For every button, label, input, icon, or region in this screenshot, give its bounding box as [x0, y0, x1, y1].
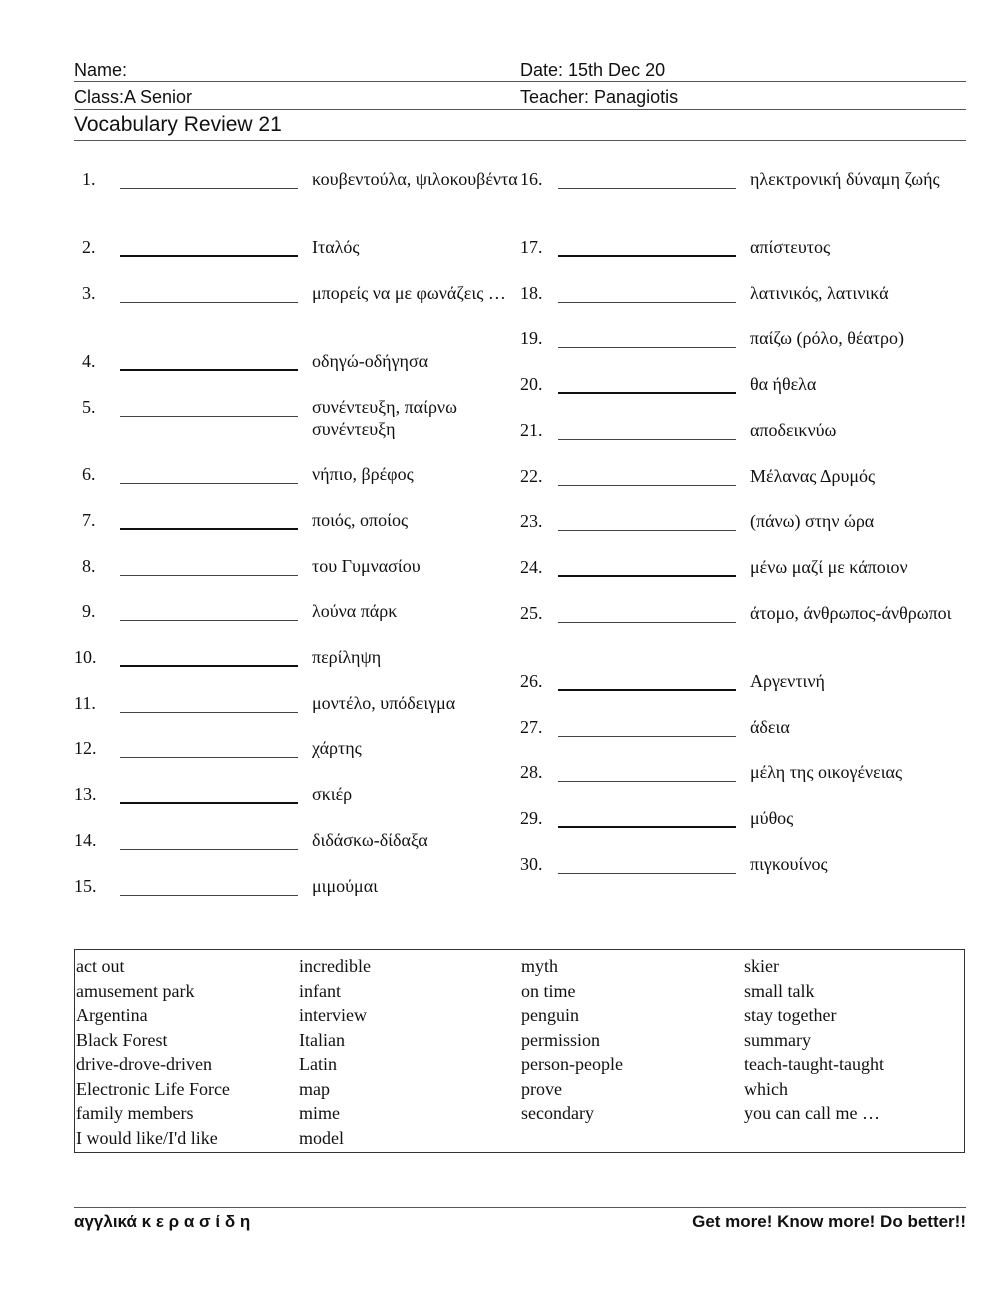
- item-number: 13.: [74, 784, 97, 804]
- answer-blank[interactable]: [558, 392, 736, 394]
- bank-word: act out: [76, 956, 125, 976]
- bank-word: small talk: [744, 980, 815, 1001]
- bank-word: amusement park: [76, 980, 195, 1001]
- item-word: αποδεικνύω: [750, 420, 837, 440]
- item-word: κουβεντούλα, ψιλοκουβέντα: [312, 169, 518, 189]
- word-bank-column-2: [299, 954, 371, 1150]
- item-number: 2.: [82, 237, 96, 257]
- bank-word: mime: [299, 1103, 340, 1123]
- item-number: 11.: [74, 693, 96, 713]
- answer-blank[interactable]: [558, 188, 736, 189]
- item-number: 14.: [74, 830, 97, 850]
- item-number: 25.: [520, 603, 543, 623]
- answer-blank[interactable]: [120, 849, 298, 850]
- answer-blank[interactable]: [120, 188, 298, 189]
- answer-blank[interactable]: [120, 575, 298, 576]
- item-word: ηλεκτρονική δύναμη ζωής: [750, 169, 940, 189]
- bank-word: interview: [299, 1005, 367, 1025]
- bank-word: on time: [521, 980, 576, 1001]
- answer-blank[interactable]: [120, 620, 298, 621]
- item-word: οδηγώ-οδήγησα: [312, 351, 429, 371]
- bank-word: teach-taught-taught: [744, 1054, 884, 1074]
- answer-blank[interactable]: [558, 255, 736, 257]
- bank-word: stay together: [744, 1005, 837, 1025]
- item-number: 18.: [520, 283, 543, 303]
- bank-word: I would like/I'd like: [76, 1127, 218, 1148]
- footer-divider: [74, 1207, 966, 1208]
- answer-blank[interactable]: [558, 439, 736, 440]
- answer-blank[interactable]: [558, 302, 736, 303]
- item-word: μένω μαζί με κάποιον: [750, 557, 908, 577]
- item-word: (πάνω) στην ώρα: [750, 511, 875, 531]
- item-number: 3.: [82, 283, 96, 303]
- item-word: Μέλανας Δρυμός: [750, 466, 876, 486]
- bank-word: person-people: [521, 1054, 623, 1074]
- answer-blank[interactable]: [558, 530, 736, 531]
- footer-left: αγγλικά κ ε ρ α σ ί δ η: [74, 1212, 251, 1231]
- item-number: 17.: [520, 237, 543, 257]
- bank-word: skier: [744, 956, 779, 976]
- item-word: ποιός, οποίος: [312, 510, 409, 530]
- word-bank-column-3: [521, 954, 623, 1126]
- bank-word: which: [744, 1078, 788, 1099]
- class-label: Class:A Senior: [74, 87, 193, 107]
- item-word: μύθος: [750, 808, 794, 828]
- bank-word: infant: [299, 980, 341, 1001]
- word-bank-column-4: [744, 954, 884, 1126]
- item-number: 27.: [520, 717, 543, 737]
- item-number: 4.: [82, 351, 96, 371]
- answer-blank[interactable]: [558, 485, 736, 486]
- item-word: σκιέρ: [312, 784, 353, 804]
- header-divider-1: [74, 81, 966, 82]
- item-word: λούνα πάρκ: [312, 601, 398, 621]
- answer-blank[interactable]: [558, 873, 736, 874]
- answer-blank[interactable]: [120, 302, 298, 303]
- item-word: μιμούμαι: [312, 876, 378, 896]
- bank-word: you can call me …: [744, 1103, 880, 1123]
- item-word: χάρτης: [312, 738, 362, 758]
- answer-blank[interactable]: [558, 622, 736, 623]
- bank-word: myth: [521, 956, 559, 976]
- answer-blank[interactable]: [120, 255, 298, 257]
- date-label: Date: 15th Dec 20: [520, 60, 666, 80]
- answer-blank[interactable]: [120, 483, 298, 484]
- name-label: Name:: [74, 60, 128, 80]
- word-bank-column-1: [76, 954, 230, 1150]
- item-word: θα ήθελα: [750, 374, 817, 394]
- answer-blank[interactable]: [120, 802, 298, 804]
- answer-blank[interactable]: [558, 689, 736, 691]
- item-word: απίστευτος: [750, 237, 831, 257]
- word-bank: [74, 949, 965, 1153]
- answer-blank[interactable]: [120, 665, 298, 667]
- bank-word: secondary: [521, 1103, 594, 1123]
- item-number: 20.: [520, 374, 543, 394]
- item-word: άτομο, άνθρωπος-άνθρωποι: [750, 603, 952, 623]
- item-word: λατινικός, λατινικά: [750, 283, 889, 303]
- item-number: 10.: [74, 647, 97, 667]
- bank-word: Electronic Life Force: [76, 1078, 230, 1099]
- bank-word: incredible: [299, 956, 371, 976]
- item-word: περίληψη: [312, 647, 382, 667]
- footer-right: Get more! Know more! Do better!!: [692, 1212, 966, 1231]
- item-word: άδεια: [750, 717, 790, 737]
- item-word: του Γυμνασίου: [312, 556, 421, 576]
- item-word: μέλη της οικογένειας: [750, 762, 903, 782]
- item-number: 22.: [520, 466, 543, 486]
- item-number: 29.: [520, 808, 543, 828]
- header-divider-2: [74, 109, 966, 110]
- page-title: Vocabulary Review 21: [74, 113, 282, 136]
- answer-blank[interactable]: [120, 712, 298, 713]
- bank-word: penguin: [521, 1005, 579, 1025]
- bank-word: Black Forest: [76, 1029, 168, 1050]
- item-word: συνέντευξη, παίρνω συνέντευξη: [312, 397, 457, 439]
- item-number: 12.: [74, 738, 97, 758]
- item-word: Αργεντινή: [750, 671, 825, 691]
- answer-blank[interactable]: [120, 528, 298, 530]
- item-word: μοντέλο, υπόδειγμα: [312, 693, 456, 713]
- bank-word: Italian: [299, 1029, 345, 1050]
- item-word: Ιταλός: [312, 237, 360, 257]
- item-number: 9.: [82, 601, 96, 621]
- bank-word: map: [299, 1078, 330, 1099]
- answer-blank[interactable]: [558, 575, 736, 577]
- item-number: 6.: [82, 464, 96, 484]
- answer-blank[interactable]: [558, 781, 736, 782]
- item-word: νήπιο, βρέφος: [312, 464, 414, 484]
- item-number: 15.: [74, 876, 97, 896]
- bank-word: Latin: [299, 1054, 337, 1074]
- item-number: 8.: [82, 556, 96, 576]
- bank-word: prove: [521, 1078, 562, 1099]
- bank-word: summary: [744, 1029, 811, 1050]
- answer-blank[interactable]: [558, 347, 736, 348]
- answer-blank[interactable]: [558, 826, 736, 828]
- item-number: 21.: [520, 420, 543, 440]
- bank-word: drive-drove-driven: [76, 1054, 212, 1074]
- bank-word: Argentina: [76, 1005, 148, 1025]
- item-number: 19.: [520, 328, 543, 348]
- teacher-label: Teacher: Panagiotis: [520, 87, 679, 107]
- answer-blank[interactable]: [120, 416, 298, 417]
- item-number: 23.: [520, 511, 543, 531]
- item-number: 16.: [520, 169, 543, 189]
- answer-blank[interactable]: [558, 736, 736, 737]
- item-number: 24.: [520, 557, 543, 577]
- item-word: διδάσκω-δίδαξα: [312, 830, 428, 850]
- item-number: 7.: [82, 510, 96, 530]
- answer-blank[interactable]: [120, 757, 298, 758]
- item-number: 26.: [520, 671, 543, 691]
- item-number: 30.: [520, 854, 543, 874]
- item-number: 28.: [520, 762, 543, 782]
- item-word: πιγκουίνος: [750, 854, 828, 874]
- item-word: παίζω (ρόλο, θέατρο): [750, 328, 905, 348]
- bank-word: family members: [76, 1103, 194, 1123]
- bank-word: permission: [521, 1029, 600, 1050]
- header-divider-3: [74, 140, 966, 141]
- item-number: 1.: [82, 169, 96, 189]
- item-number: 5.: [82, 397, 96, 417]
- item-word: μπορείς να με φωνάζεις …: [312, 283, 506, 303]
- answer-blank[interactable]: [120, 895, 298, 896]
- answer-blank[interactable]: [120, 369, 298, 371]
- bank-word: model: [299, 1127, 344, 1148]
